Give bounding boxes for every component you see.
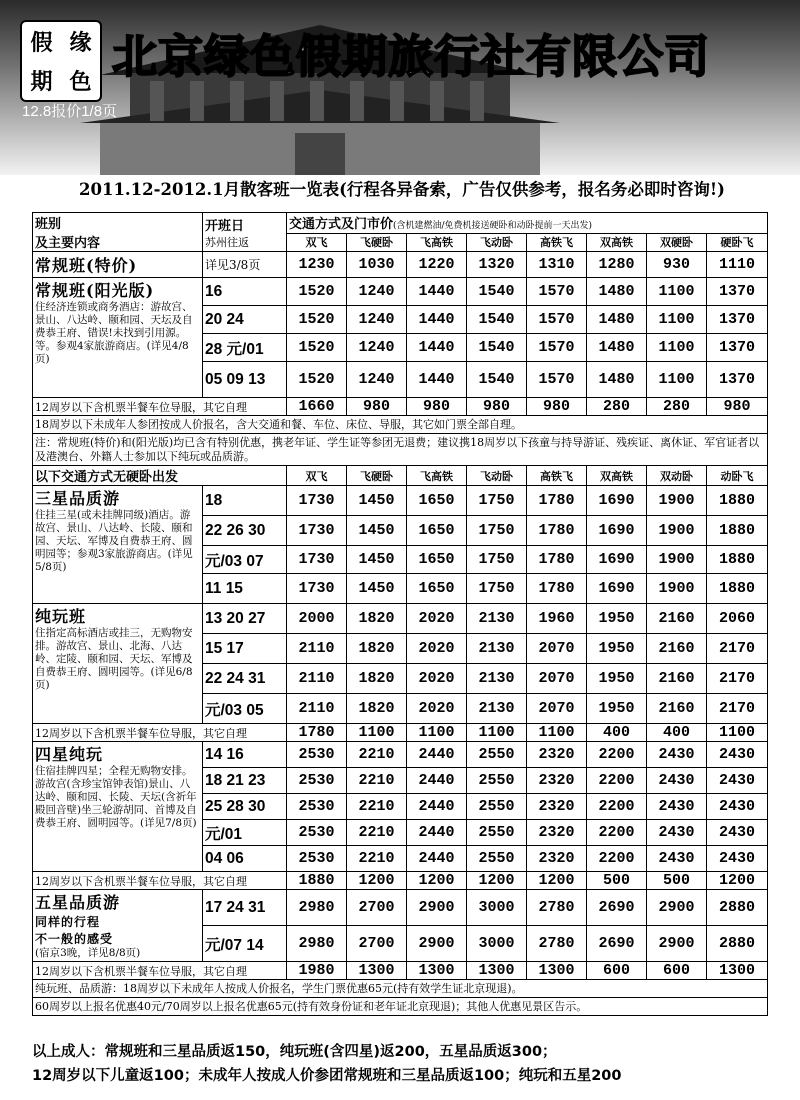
price-cell: 1440 (407, 334, 467, 362)
price-cell: 2130 (467, 634, 527, 664)
price-cell: 1780 (527, 574, 587, 604)
price-cell: 2530 (287, 846, 347, 872)
table-row (33, 604, 768, 634)
price-cell: 1440 (407, 306, 467, 334)
child-price-row (33, 724, 768, 742)
price-cell: 1750 (467, 486, 527, 516)
price-cell: 2440 (407, 794, 467, 820)
price-cell: 500 (587, 872, 647, 890)
class-description: 住宿挂牌四星；全程无购物安排。游故宫(含珍宝馆钟表馆)景山、八达岭、颐和园、长陵、天坛(含祈年殿回音壁)坐三轮游胡同、首博及自费恭王府、圆明园等。(详见7/8页) (35, 765, 197, 829)
price-cell: 2160 (647, 634, 707, 664)
price-cell: 2530 (287, 794, 347, 820)
price-cell: 1520 (287, 362, 347, 398)
price-cell: 600 (587, 962, 647, 980)
departure-dates: 25 28 30 (203, 794, 287, 820)
company-name: 北京绿色假期旅行社有限公司 (112, 30, 711, 83)
price-cell: 1880 (707, 486, 768, 516)
child-price-row (33, 872, 768, 890)
price-cell: 1780 (527, 516, 587, 546)
price-cell: 1750 (467, 574, 527, 604)
departure-dates: 04 06 (203, 846, 287, 872)
price-cell: 2200 (587, 820, 647, 846)
price-cell: 280 (587, 398, 647, 416)
price-cell: 2700 (347, 890, 407, 926)
class-tagline: 同样的行程 (35, 915, 101, 929)
class-description: 住指定高标酒店或挂三，无购物安排。游故宫、景山、北海、八达岭、定陵、颐和园、天坛、军博及自费恭王府、圆明园等。(详见6/8页) (35, 627, 193, 691)
price-cell: 1950 (587, 604, 647, 634)
departure-dates: 13 20 27 (203, 604, 287, 634)
price-cell: 1100 (347, 724, 407, 742)
mode-label: 动卧飞 (707, 466, 768, 486)
price-cell: 2130 (467, 694, 527, 724)
price-cell: 280 (647, 398, 707, 416)
price-cell: 2430 (707, 768, 768, 794)
price-cell: 2900 (407, 890, 467, 926)
price-cell: 2320 (527, 794, 587, 820)
mode-label: 飞硬卧 (347, 466, 407, 486)
price-cell: 1520 (287, 278, 347, 306)
price-cell: 1450 (347, 546, 407, 574)
price-cell: 2880 (707, 926, 768, 962)
price-cell: 980 (527, 398, 587, 416)
price-cell: 2200 (587, 768, 647, 794)
price-cell: 1450 (347, 516, 407, 546)
price-cell: 2440 (407, 846, 467, 872)
price-cell: 1880 (707, 546, 768, 574)
price-cell: 1300 (347, 962, 407, 980)
company-logo (20, 20, 102, 102)
note-minors: 18周岁以下未成年人参团按成人价报名，含大交通和餐、车位、床位、导服，其它如门票全部自理。 (33, 416, 768, 434)
price-cell: 1730 (287, 486, 347, 516)
price-cell: 2210 (347, 742, 407, 768)
price-cell: 600 (647, 962, 707, 980)
price-cell: 2430 (647, 794, 707, 820)
class-name: 四星纯玩 (35, 745, 104, 764)
price-cell: 2210 (347, 794, 407, 820)
price-cell: 2430 (707, 742, 768, 768)
price-cell: 1200 (467, 872, 527, 890)
price-cell: 2530 (287, 742, 347, 768)
price-cell: 2170 (707, 664, 768, 694)
price-cell: 2530 (287, 768, 347, 794)
price-cell: 2160 (647, 694, 707, 724)
price-cell: 2700 (347, 926, 407, 962)
rebate-children: 12周岁以下儿童返100；未成年人按成人价参团常规班和三星品质返100；纯玩和五星200 (32, 1068, 622, 1084)
price-cell: 2020 (407, 634, 467, 664)
departure-dates: 元/03 07 (203, 546, 287, 574)
header-banner (0, 0, 800, 175)
price-cell: 2160 (647, 664, 707, 694)
price-cell: 1540 (467, 278, 527, 306)
price-cell: 2210 (347, 846, 407, 872)
class-name: 纯玩班 (35, 607, 87, 626)
table-row (33, 278, 768, 306)
price-cell: 1880 (287, 872, 347, 890)
price-cell: 1300 (707, 962, 768, 980)
price-cell: 1820 (347, 694, 407, 724)
table-row (33, 890, 768, 926)
price-cell: 1520 (287, 306, 347, 334)
price-cell: 1300 (527, 962, 587, 980)
price-cell: 2530 (287, 820, 347, 846)
mode-label: 飞硬卧 (347, 233, 407, 251)
price-cell: 2430 (647, 846, 707, 872)
price-cell: 2070 (527, 634, 587, 664)
price-cell: 2130 (467, 604, 527, 634)
departure-dates: 11 15 (203, 574, 287, 604)
price-cell: 1370 (707, 334, 768, 362)
child-label: 12周岁以下含机票半餐车位导服，其它自理 (33, 962, 287, 980)
price-cell: 1570 (527, 334, 587, 362)
price-cell: 2440 (407, 742, 467, 768)
departure-dates: 20 24 (203, 306, 287, 334)
mode-label: 双高铁 (587, 233, 647, 251)
price-cell: 2000 (287, 604, 347, 634)
price-cell: 1440 (407, 278, 467, 306)
price-cell: 1240 (347, 278, 407, 306)
class-tagline: 不一般的感受 (35, 932, 114, 946)
departure-dates: 16 (203, 278, 287, 306)
class-name: 常规班(阳光版) (35, 281, 155, 300)
price-cell: 1370 (707, 306, 768, 334)
price-cell: 1950 (587, 634, 647, 664)
price-cell: 1570 (527, 306, 587, 334)
price-cell: 1100 (647, 334, 707, 362)
price-cell: 1100 (407, 724, 467, 742)
price-cell: 1900 (647, 546, 707, 574)
price-cell: 1370 (707, 278, 768, 306)
mode-label: 高铁飞 (527, 466, 587, 486)
price-cell: 1820 (347, 634, 407, 664)
price-cell: 1100 (647, 362, 707, 398)
price-cell: 1820 (347, 664, 407, 694)
price-cell: 1540 (467, 334, 527, 362)
price-cell: 1320 (467, 252, 527, 278)
price-cell: 2690 (587, 926, 647, 962)
price-cell: 2020 (407, 694, 467, 724)
price-cell: 1230 (287, 252, 347, 278)
price-cell: 2200 (587, 742, 647, 768)
price-cell: 1690 (587, 516, 647, 546)
price-cell: 2170 (707, 694, 768, 724)
price-cell: 1480 (587, 278, 647, 306)
price-cell: 1480 (587, 334, 647, 362)
price-cell: 2110 (287, 634, 347, 664)
mode-label: 飞高铁 (407, 466, 467, 486)
logo-char: 期 (30, 69, 53, 95)
price-cell: 2980 (287, 926, 347, 962)
price-cell: 1030 (347, 252, 407, 278)
class-name: 常规班(特价) (33, 252, 203, 278)
class-cell (33, 742, 203, 872)
mode-label: 飞动卧 (467, 466, 527, 486)
header-date-col: 开班日 苏州往返 (203, 213, 287, 252)
departure-dates: 22 24 31 (203, 664, 287, 694)
class-cell (33, 278, 203, 398)
departure-dates: 14 16 (203, 742, 287, 768)
price-cell: 1650 (407, 486, 467, 516)
price-cell: 2070 (527, 664, 587, 694)
price-cell: 1200 (407, 872, 467, 890)
price-cell: 2320 (527, 768, 587, 794)
departure-dates: 28 元/01 (203, 334, 287, 362)
price-cell: 1750 (467, 546, 527, 574)
price-cell: 1900 (647, 574, 707, 604)
price-cell: 1100 (647, 278, 707, 306)
price-cell: 2550 (467, 742, 527, 768)
price-cell: 1730 (287, 546, 347, 574)
price-cell: 1650 (407, 546, 467, 574)
class-description: 住经济连锁或商务酒店：游故宫、景山、八达岭、颐和园、天坛及自费恭王府、错误!未找到引用源。等。参观4家旅游商店。(详见4/8页) (35, 301, 193, 365)
price-cell: 400 (587, 724, 647, 742)
price-cell: 980 (347, 398, 407, 416)
price-cell: 1880 (707, 516, 768, 546)
price-cell: 2440 (407, 768, 467, 794)
price-cell: 1980 (287, 962, 347, 980)
price-cell: 2430 (707, 794, 768, 820)
price-cell: 980 (407, 398, 467, 416)
mode-label: 双飞 (287, 233, 347, 251)
price-cell: 1690 (587, 546, 647, 574)
price-cell: 2200 (587, 794, 647, 820)
price-cell: 2110 (287, 664, 347, 694)
price-cell: 2320 (527, 846, 587, 872)
departure-dates: 17 24 31 (203, 890, 287, 926)
class-name: 三星品质游 (35, 489, 121, 508)
departure-dates: 元/01 (203, 820, 287, 846)
logo-char: 假 (30, 30, 53, 56)
class-name: 五星品质游 (35, 893, 121, 912)
price-cell: 1200 (707, 872, 768, 890)
price-cell: 2020 (407, 604, 467, 634)
table-row (33, 486, 768, 516)
price-cell: 1540 (467, 362, 527, 398)
price-cell: 1240 (347, 306, 407, 334)
price-cell: 2110 (287, 694, 347, 724)
price-cell: 2320 (527, 820, 587, 846)
price-cell: 2430 (647, 820, 707, 846)
price-cell: 1570 (527, 362, 587, 398)
child-label: 12周岁以下含机票半餐车位导服，其它自理 (33, 872, 287, 890)
price-cell: 1950 (587, 664, 647, 694)
price-cell: 1650 (407, 574, 467, 604)
price-cell: 1100 (707, 724, 768, 742)
price-cell: 1480 (587, 362, 647, 398)
departure-dates: 22 26 30 (203, 516, 287, 546)
departure-dates: 15 17 (203, 634, 287, 664)
price-cell: 2900 (407, 926, 467, 962)
note-pure-quality: 纯玩班、品质游：18周岁以下未成年人按成人价报名，学生门票优惠65元(持有效学生证北京现退)。 (33, 980, 768, 998)
price-cell: 1200 (347, 872, 407, 890)
price-cell: 1690 (587, 486, 647, 516)
price-cell: 980 (467, 398, 527, 416)
price-cell: 1730 (287, 516, 347, 546)
price-cell: 3000 (467, 926, 527, 962)
price-cell: 1240 (347, 334, 407, 362)
price-cell: 1570 (527, 278, 587, 306)
departure-dates: 元/07 14 (203, 926, 287, 962)
price-cell: 1750 (467, 516, 527, 546)
quote-page-label: 12.8报价1/8页 (22, 103, 118, 120)
table-row (33, 252, 768, 278)
departure-dates: 05 09 13 (203, 362, 287, 398)
price-cell: 1650 (407, 516, 467, 546)
price-cell: 2020 (407, 664, 467, 694)
price-cell: 2550 (467, 846, 527, 872)
note-seniors: 60周岁以上报名优惠40元/70周岁以上报名优惠65元(持有效身份证和老年证北京现退)；其他人优惠见景区告示。 (33, 998, 768, 1016)
price-cell: 2550 (467, 794, 527, 820)
price-cell: 2320 (527, 742, 587, 768)
mode-label: 双硬卧 (647, 233, 707, 251)
departure-dates: 18 21 23 (203, 768, 287, 794)
rebate-adults: 以上成人：常规班和三星品质返150，纯玩班(含四星)返200，五星品质返300； (32, 1044, 557, 1060)
price-cell: 1100 (467, 724, 527, 742)
price-cell: 1310 (527, 252, 587, 278)
class-cell (33, 486, 203, 604)
price-cell: 1900 (647, 516, 707, 546)
price-cell: 2690 (587, 890, 647, 926)
price-cell: 1240 (347, 362, 407, 398)
price-cell: 1880 (707, 574, 768, 604)
price-cell: 1300 (467, 962, 527, 980)
mode-label: 双高铁 (587, 466, 647, 486)
price-cell: 3000 (467, 890, 527, 926)
price-cell: 2160 (647, 604, 707, 634)
price-cell: 2060 (707, 604, 768, 634)
price-cell: 1520 (287, 334, 347, 362)
price-cell: 2780 (527, 890, 587, 926)
price-cell: 1100 (647, 306, 707, 334)
class-cell (33, 604, 203, 724)
mode-label: 飞动卧 (467, 233, 527, 251)
price-cell: 2550 (467, 820, 527, 846)
mode-label: 双飞 (287, 466, 347, 486)
price-cell: 1450 (347, 574, 407, 604)
price-cell: 400 (647, 724, 707, 742)
mode-label: 双动卧 (647, 466, 707, 486)
price-cell: 930 (647, 252, 707, 278)
table-row (33, 742, 768, 768)
child-price-row (33, 962, 768, 980)
price-cell: 2130 (467, 664, 527, 694)
price-cell: 1690 (587, 574, 647, 604)
price-cell: 2430 (707, 846, 768, 872)
price-cell: 2440 (407, 820, 467, 846)
mode-label: 硬卧飞 (707, 233, 768, 251)
child-label: 12周岁以下含机票半餐车位导服，其它自理 (33, 398, 287, 416)
price-cell: 1950 (587, 694, 647, 724)
class-cell (33, 890, 203, 962)
price-cell: 1220 (407, 252, 467, 278)
price-cell: 1660 (287, 398, 347, 416)
logo-char: 缘 (69, 30, 92, 56)
price-cell: 500 (647, 872, 707, 890)
price-cell: 1780 (527, 546, 587, 574)
price-cell: 2880 (707, 890, 768, 926)
price-cell: 980 (707, 398, 768, 416)
price-cell: 2170 (707, 634, 768, 664)
price-cell: 1780 (287, 724, 347, 742)
price-cell: 1820 (347, 604, 407, 634)
departure-dates: 详见3/8页 (203, 252, 287, 278)
price-cell: 1730 (287, 574, 347, 604)
price-cell: 2780 (527, 926, 587, 962)
price-cell: 1960 (527, 604, 587, 634)
note-discount: 注：常规班(特价)和(阳光版)均已含有特别优惠，携老年证、学生证等参团无退费；建议携18周岁以下孩童与持导游证、残疾证、离休证、军官证者以及港澳台、外籍人士参加以下纯玩或品质游。 (33, 434, 768, 466)
price-cell: 2430 (647, 742, 707, 768)
price-cell: 1450 (347, 486, 407, 516)
price-cell: 2200 (587, 846, 647, 872)
price-cell: 2210 (347, 768, 407, 794)
price-cell: 2980 (287, 890, 347, 926)
price-cell: 1540 (467, 306, 527, 334)
child-price-row (33, 398, 768, 416)
header-transport: 交通方式及门市价(含机建燃油/免费机接送硬卧和动卧提前一天出发) (287, 213, 768, 234)
price-cell: 2550 (467, 768, 527, 794)
price-cell: 1780 (527, 486, 587, 516)
price-cell: 1300 (407, 962, 467, 980)
price-cell: 1900 (647, 486, 707, 516)
price-cell: 2430 (707, 820, 768, 846)
price-cell: 1280 (587, 252, 647, 278)
class-description: 住挂三星(或未挂牌同级)酒店。游故宫、景山、八达岭、长陵、颐和园、天坛、军博及自费恭王府、圆明园等；参观3家旅游商店。(详见5/8页) (35, 509, 193, 573)
price-cell: 1370 (707, 362, 768, 398)
price-cell: 1100 (527, 724, 587, 742)
price-table (32, 212, 768, 1016)
price-cell: 1110 (707, 252, 768, 278)
price-cell: 2900 (647, 926, 707, 962)
mode-label: 飞高铁 (407, 233, 467, 251)
child-label: 12周岁以下含机票半餐车位导服，其它自理 (33, 724, 287, 742)
price-cell: 1480 (587, 306, 647, 334)
price-cell: 2070 (527, 694, 587, 724)
price-cell: 1200 (527, 872, 587, 890)
mode-label: 高铁飞 (527, 233, 587, 251)
price-cell: 1440 (407, 362, 467, 398)
rebate-notes (32, 1040, 792, 1088)
logo-char: 色 (69, 69, 92, 95)
price-cell: 2430 (647, 768, 707, 794)
header-class-col: 班别 及主要内容 (33, 213, 203, 252)
price-cell: 2210 (347, 820, 407, 846)
departure-dates: 18 (203, 486, 287, 516)
page-subtitle: 2011.12-2012.1月散客班一览表(行程各异备索，广告仅供参考，报名务必即时咨询!) (79, 180, 725, 199)
price-cell: 2900 (647, 890, 707, 926)
section-title: 以下交通方式无硬卧出发 (33, 466, 287, 486)
class-description: (宿京3晚，详见8/8页) (35, 947, 141, 959)
departure-dates: 元/03 05 (203, 694, 287, 724)
